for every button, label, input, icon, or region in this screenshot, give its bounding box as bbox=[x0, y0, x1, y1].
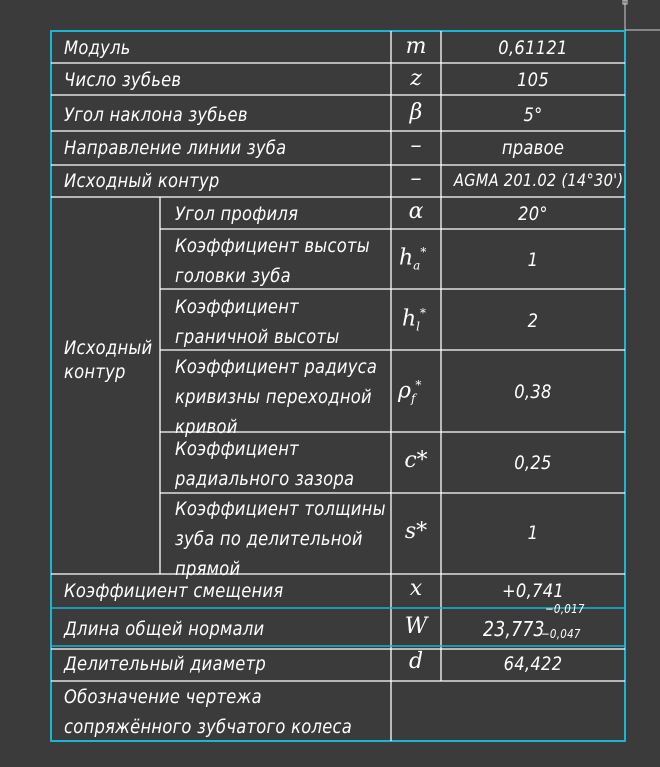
symbol-hl: $h_l^*$ bbox=[402, 306, 427, 334]
value-pressure-angle: 20° bbox=[518, 203, 548, 225]
value-module: 0,61121 bbox=[498, 37, 568, 59]
tolerance-lower: −0,047 bbox=[541, 627, 581, 641]
value-helix-angle: 5° bbox=[523, 104, 543, 126]
value-addendum: 1 bbox=[527, 249, 539, 271]
sub-label-tooth-thickness: Коэффициент толщины зуба по делительной прямой bbox=[175, 498, 386, 580]
row-label-normal: Длина общей нормали bbox=[64, 618, 265, 640]
symbol-w: W bbox=[404, 614, 428, 639]
sub-label-clearance: Коэффициент радиального зазора bbox=[175, 438, 355, 490]
value-base-profile: AGMA 201.02 (14°30') bbox=[453, 171, 624, 191]
symbol-s: s* bbox=[404, 519, 428, 544]
row-label-diameter: Делительный диаметр bbox=[64, 653, 267, 675]
symbol-d: d bbox=[408, 649, 424, 674]
symbol-z: z bbox=[410, 66, 422, 91]
value-diameter: 64,422 bbox=[503, 653, 563, 675]
sub-label-fillet-radius: Коэффициент радиуса кривизны переходной кривой bbox=[175, 356, 378, 438]
value-shift: +0,741 bbox=[501, 580, 565, 602]
row-label-teeth: Число зубьев bbox=[64, 69, 182, 91]
value-teeth: 105 bbox=[517, 69, 549, 91]
symbol-dash: – bbox=[410, 133, 422, 158]
symbol-m: m bbox=[405, 34, 427, 59]
value-clearance: 0,25 bbox=[514, 452, 552, 474]
sub-label-addendum: Коэффициент высоты головки зуба bbox=[175, 235, 370, 287]
sub-label-boundary-height: Коэффициент граничной высоты bbox=[175, 296, 340, 348]
sub-label-pressure-angle: Угол профиля bbox=[175, 203, 299, 225]
value-normal: 23,773 bbox=[483, 617, 545, 641]
row-label-base-profile: Исходный контур bbox=[64, 170, 220, 192]
symbol-dash: – bbox=[410, 166, 422, 191]
value-direction: правое bbox=[501, 137, 565, 159]
value-fillet-radius: 0,38 bbox=[514, 381, 552, 403]
symbol-alpha: α bbox=[408, 199, 424, 224]
row-label-module: Модуль bbox=[64, 37, 131, 59]
tolerance-upper: −0,017 bbox=[545, 602, 585, 616]
symbol-beta: β bbox=[409, 100, 423, 125]
symbol-c: c* bbox=[404, 448, 428, 473]
value-tooth-thickness: 1 bbox=[527, 522, 539, 544]
group-label: Исходный контур bbox=[64, 337, 153, 383]
symbol-ha: $h_a^*$ bbox=[399, 245, 427, 273]
row-label-helix-angle: Угол наклона зубьев bbox=[64, 104, 248, 126]
row-label-direction: Направление линии зуба bbox=[64, 137, 287, 159]
symbol-rho-f: $\rho_f^*$ bbox=[398, 378, 422, 406]
row-label-shift: Коэффициент смещения bbox=[64, 580, 284, 602]
symbol-x: x bbox=[409, 576, 423, 601]
row-label-mating-drawing: Обозначение чертежа сопряжённого зубчатого колеса bbox=[64, 686, 353, 738]
value-boundary-height: 2 bbox=[527, 310, 539, 332]
